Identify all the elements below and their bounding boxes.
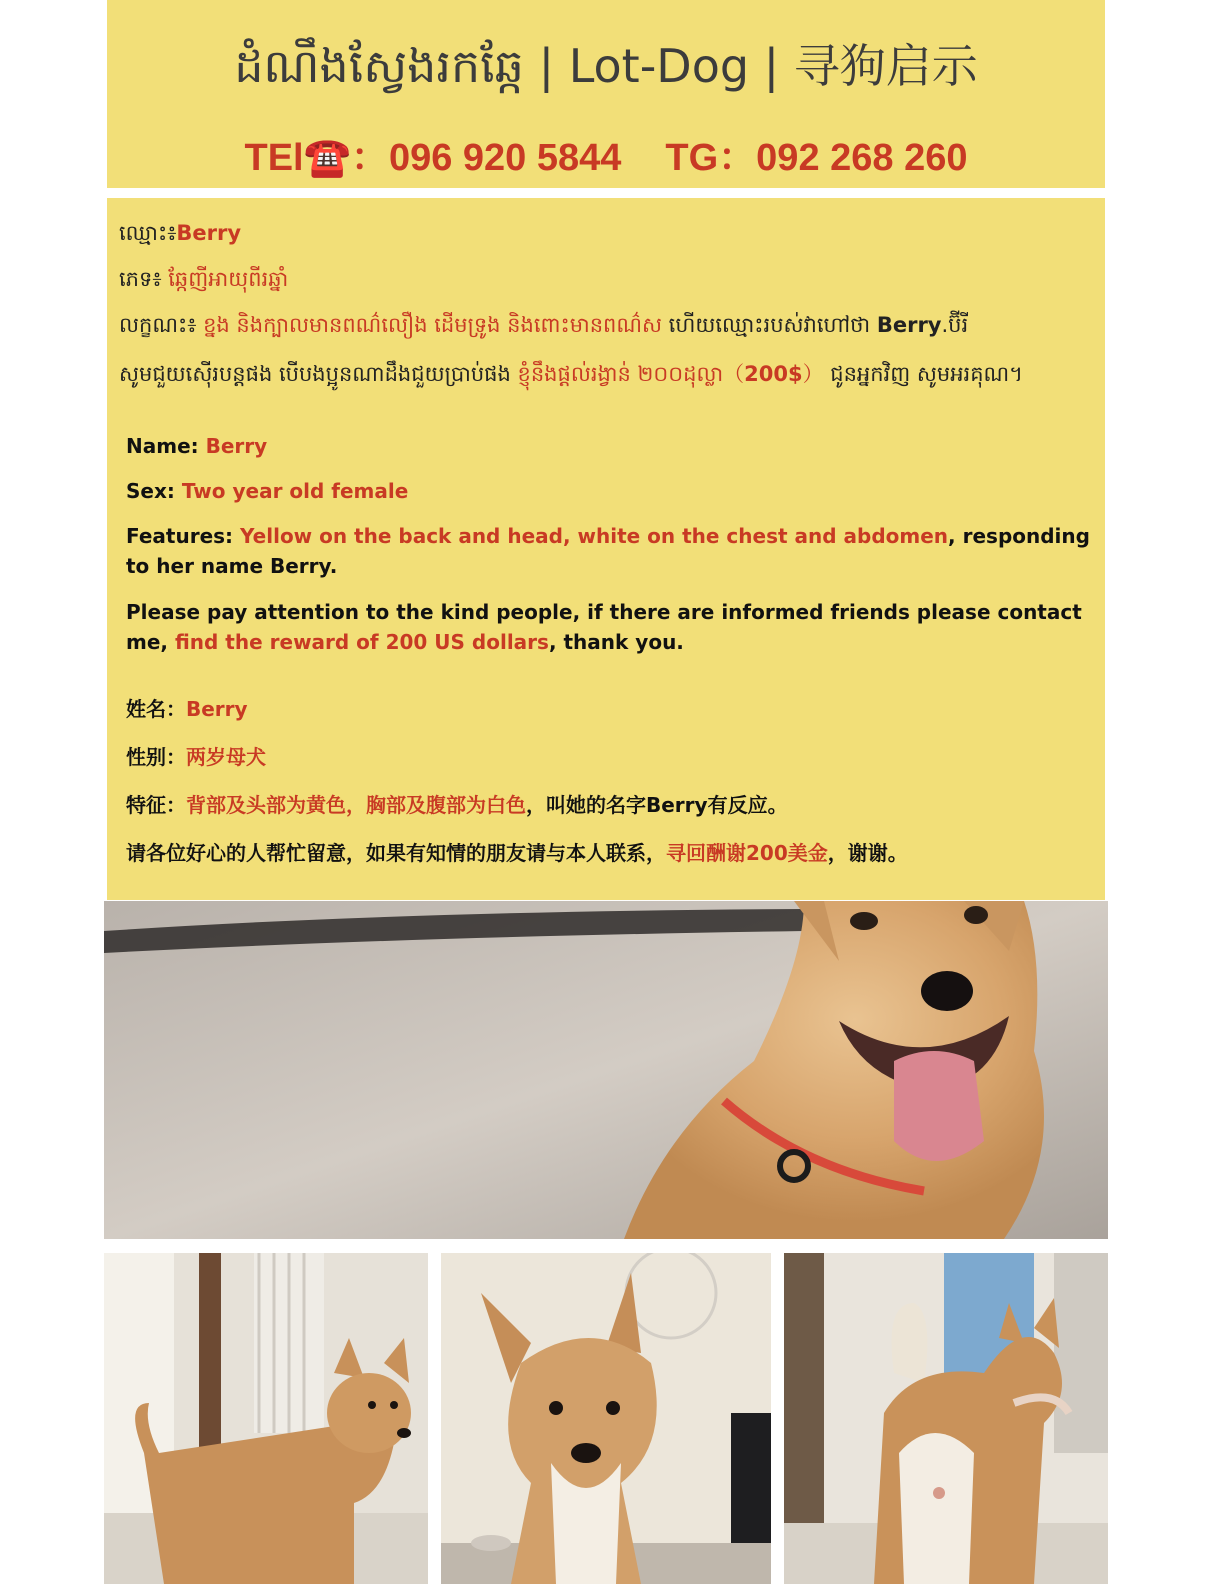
tel-label: TEl☎️： (244, 137, 389, 179)
chinese-name-line: 姓名：Berry (126, 697, 248, 721)
chinese-name-value: Berry (186, 697, 248, 721)
khmer-name-line: ឈ្មោះ៖Berry (119, 221, 242, 245)
english-name-value: Berry (205, 434, 268, 458)
dog-photo-closeup (104, 901, 1108, 1239)
khmer-reward: ខ្ញុំនឹងផ្តល់រង្វាន់ ២០០ដុល្លា（ (517, 362, 745, 386)
english-features-line: Features: Yellow on the back and head, white on the chest and abdomen, responding to her name Berry. (126, 524, 1090, 578)
dog-photo-front-view (441, 1253, 771, 1584)
dog-photo-rear-view (784, 1253, 1108, 1584)
english-name-line: Name: Berry (126, 434, 268, 458)
english-reward: find the reward of 200 US dollars (174, 630, 549, 654)
poster-header (107, 0, 1105, 188)
dog-info-panel (107, 198, 1105, 900)
tel-number[interactable]: 096 920 5844 (388, 137, 622, 179)
khmer-sex-line: ភេទ៖ ឆ្កែញីអាយុពីរឆ្នាំ (119, 267, 289, 291)
chinese-sex-value: 两岁母犬 (186, 745, 266, 769)
khmer-sex-value: ឆ្កែញីអាយុពីរឆ្នាំ (168, 267, 289, 291)
dog-photo-side-view (104, 1253, 428, 1584)
chinese-features-value: 背部及头部为黄色，胸部及腹部为白色 (186, 793, 526, 817)
english-sex-value: Two year old female (181, 479, 409, 503)
chinese-features-line: 特征：背部及头部为黄色，胸部及腹部为白色，叫她的名字Berry有反应。 (126, 793, 788, 817)
chinese-sex-line: 性别：两岁母犬 (126, 745, 266, 769)
khmer-request-line: សូមជួយស៊ើរបន្តផង បើបងប្អូនណាដឹងជួយប្រាប់ផង ខ្ញុំនឹងផ្តល់រង្វាន់ ២០០ដុល្លា（200$） ជូនអ្នកវិញ សូមអរគុណ។ (119, 362, 1024, 386)
poster-title: ដំណឹងស្វែងរកឆ្កែ | Lot-Dog | 寻狗启示 (234, 39, 978, 93)
contact-line (107, 126, 1105, 181)
english-request-line: Please pay attention to the kind people, if there are informed friends please contact me, find the reward of 200 US dollars, thank you. (126, 600, 1082, 654)
chinese-request-line: 请各位好心的人帮忙留意，如果有知情的朋友请与本人联系，寻回酬谢200美金，谢谢。 (126, 841, 908, 865)
tg-label: TG： (665, 137, 757, 179)
khmer-features-line: លក្ខណះ៖ ខ្នង និងក្បាលមានពណ៌លឿង ដើមទ្រូង និងពោះមានពណ៌ស ហើយឈ្មោះរបស់វាហៅថា Berry.ប៊ីរី (119, 313, 969, 337)
khmer-name-value: Berry (176, 221, 242, 245)
khmer-features-value: ខ្នង និងក្បាលមានពណ៌លឿង ដើមទ្រូង និងពោះមានពណ៌ស (203, 313, 662, 337)
tg-number[interactable]: 092 268 260 (756, 137, 968, 179)
chinese-reward: 寻回酬谢200美金 (666, 841, 828, 865)
english-features-value: Yellow on the back and head, white on the chest and abdomen (240, 524, 949, 548)
english-sex-line: Sex: Two year old female (126, 479, 409, 503)
